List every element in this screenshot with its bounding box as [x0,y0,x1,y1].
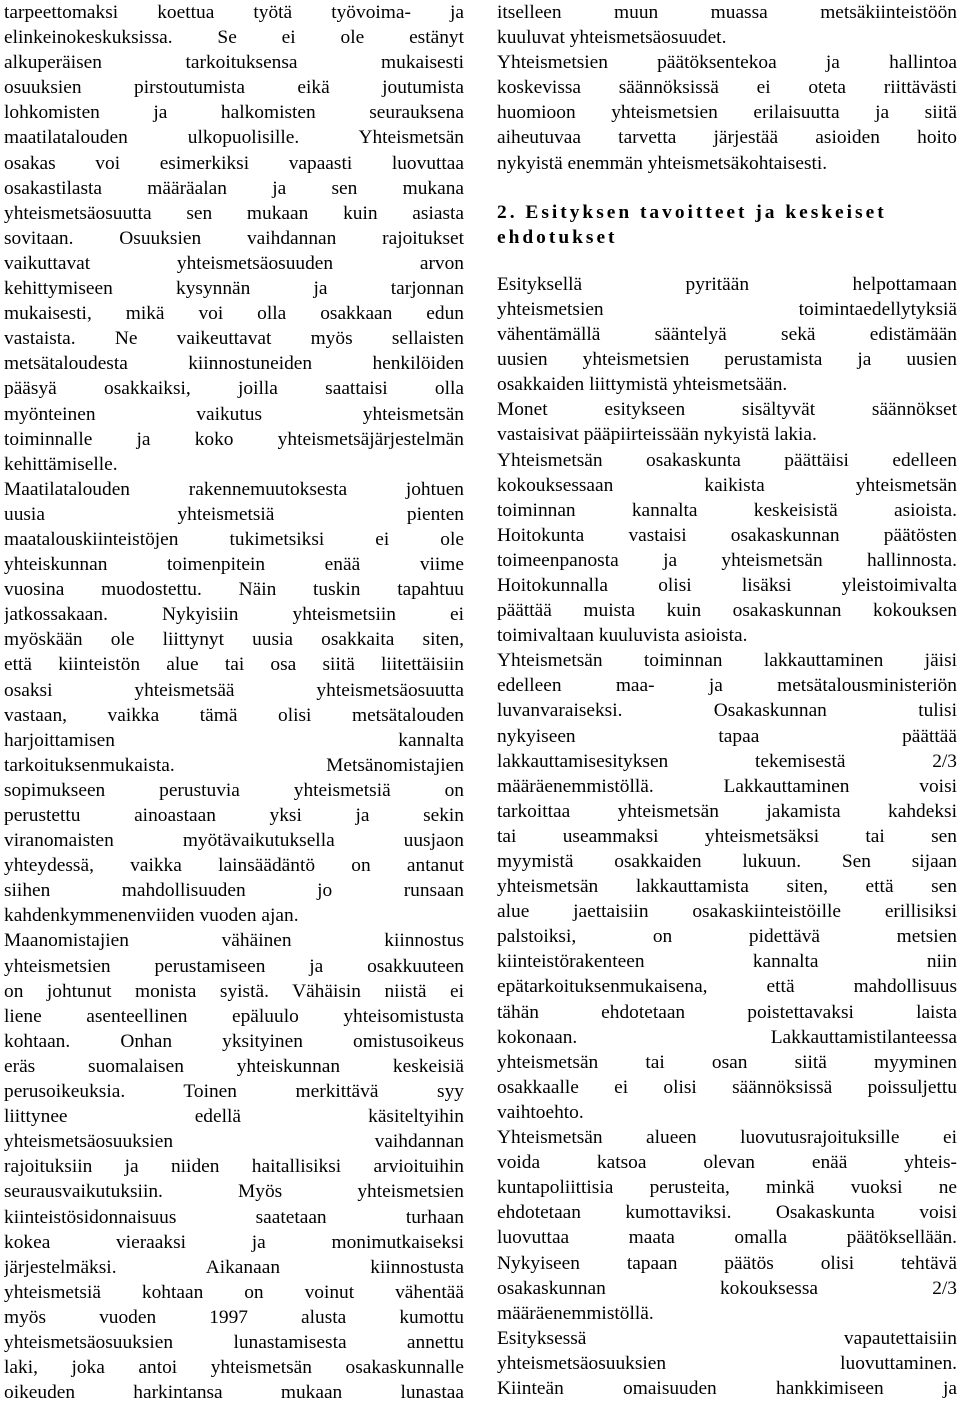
text-line: kuntapoliittisia perusteita, minkä vuoksi ne [497,1177,957,1199]
paragraph [497,448,957,649]
text-line: kehittymiseen kysynnän ja tarjonnan [4,278,464,300]
text-line: myös vuoden 1997 alusta kumottu [4,1306,464,1328]
text-line: nykyiseen tapaa päättää [497,725,957,747]
text-line: yhteismetsien toimintaedellytyksiä [497,298,957,320]
text-line: yhteismetsäosuuksien vaihdannan [4,1131,464,1153]
text-line: mukaisesti, mikä voi olla osakkaan edun [4,303,464,325]
paragraph [4,0,464,477]
text-line: yhteismetsien perustamiseen ja osakkuuteen [4,955,464,977]
text-line: rajoituksiin ja niiden haitallisiksi arvioituihin [4,1156,464,1178]
text-line: Yhteismetsän toiminnan lakkauttaminen jäisi [497,650,957,672]
text-line: yhteismetsäosuuksien lunastamisesta annettu [4,1331,464,1353]
paragraph [497,1326,957,1401]
text-line: että kiinteistön alue tai osa siitä liitettäisiin [4,654,464,676]
text-line: osakaskunnan kokouksessa 2/3 [497,1277,957,1299]
text-line: elinkeinokeskuksissa. Se ei ole estänyt [4,27,464,49]
text-line: Kiinteän omaisuuden hankkimiseen ja [497,1377,957,1399]
text-line: osakkaalle ei olisi säännöksissä poissuljettu [497,1076,957,1098]
text-line: myymistä osakkaiden lukuun. Sen sijaan [497,851,957,872]
text-line: tarkoituksenmukaista. Metsänomistajien [4,754,464,776]
text-line: kokonaan. Lakkauttamistilanteessa [497,1026,957,1048]
text-line: itselleen muun muassa metsäkiinteistöön [497,2,957,23]
text-line: sopimukseen perustuvia yhteismetsiä on [4,779,464,801]
text-line: osuuksien pirstoutumista eikä joutumista [4,77,464,99]
text-line: voida katsoa olevan enää yhteis- [497,1152,957,1174]
text-line: Esityksellä pyritään helpottamaan [497,273,957,295]
text-line: epätarkoituksenmukaisena, että mahdollisuus [497,976,957,998]
paragraph [497,50,957,175]
text-line: Nykyiseen tapaan päätös olisi tehtävä [497,1252,957,1274]
text-line: yhteismetsän lakkauttamista siten, että sen [497,876,957,898]
text-line: 2. Esityksen tavoitteet ja keskeiset [497,201,887,223]
text-line: tähän ehdotetaan poistettavaksi laista [497,1001,957,1023]
text-line: myönteinen vaikutus yhteismetsän [4,403,464,425]
text-line: vuosina muodostettu. Näin tuskin tapahtuu [4,579,464,601]
text-line: eräs suomalaisen yhteiskunnan keskeisiä [4,1055,464,1077]
text-line: ehdotukset [497,226,618,248]
text-line: ehdotetaan kumottaviksi. Osakaskunta voisi [497,1202,957,1224]
text-line: huomioon yhteismetsien erilaisuutta ja siitä [497,102,957,124]
text-line: vaikuttavat yhteismetsäosuuden arvon [4,252,464,274]
text-line: osakastilasta määräalan ja sen mukana [4,177,464,199]
paragraph [497,0,957,50]
text-line: toiminnan kannalta keskeisistä asioista. [497,499,957,521]
paragraph [4,928,464,1405]
text-line: kohtaan. Onhan yksityinen omistusoikeus [4,1030,464,1052]
text-line: järjestelmäksi. Aikanaan kiinnostusta [4,1256,464,1278]
text-line: vastaista. Ne vaikeuttavat myös sellaisten [4,328,464,350]
text-line: nykyistä enemmän yhteismetsäkohtaisesti. [497,152,828,174]
text-line: toiminnalle ja koko yhteismetsäjärjestelmän [4,428,464,450]
text-line: luovuttaa maata omalla päätöksellään. [497,1227,957,1249]
left-column [4,0,464,1405]
text-line: luvanvaraiseksi. Osakaskunnan tulisi [497,700,957,722]
text-line: vähentämällä sääntelyä sekä edistämään [497,324,957,346]
text-line: maatilatalouden ulkopuolisille. Yhteismetsän [4,127,464,149]
section-heading [497,200,957,250]
text-line: yhteydessä, vaikka lainsäädäntö on antanut [4,855,464,877]
paragraph [4,477,464,929]
text-line: kiinteistösidonnaisuus saatetaan turhaan [4,1206,464,1228]
text-line: sovitaan. Osuuksien vaihdannan rajoitukset [4,227,464,249]
text-line: osakas voi esimerkiksi vapaasti luovuttaa [4,152,464,174]
text-line: yhteismetsän tai osan siitä myyminen [497,1051,957,1073]
text-line: palstoiksi, on pidettävä metsien [497,926,957,948]
text-line: määräenemmistöllä. [497,1302,654,1324]
text-line: Hoitokunnalla olisi lisäksi yleistoimivalta [497,574,957,596]
text-line: tarpeettomaksi koettua työtä työvoima- ja [4,2,464,23]
text-line: vaihtoehto. [497,1101,584,1123]
text-line: tarkoittaa yhteismetsän jakamista kahdeksi [497,800,957,822]
text-line: Yhteismetsien päätöksentekoa ja hallintoa [497,52,957,74]
text-line: Yhteismetsän osakaskunta päättäisi edelleen [497,449,957,471]
text-line: siihen mahdollisuuden jo runsaan [4,880,464,902]
text-line: Maanomistajien vähäinen kiinnostus [4,930,464,952]
right-column [497,0,957,1401]
text-line: viranomaisten myötävaikutuksella uusjaon [4,830,464,852]
text-line: Hoitokunta vastaisi osakaskunnan päätösten [497,524,957,546]
text-line: on johtunut monista syistä. Vähäisin niistä ei [4,980,464,1002]
text-line: kiinteistörakenteen kannalta niin [497,951,957,973]
text-line: liittynee edellä käsiteltyihin [4,1106,464,1128]
text-line: perustettu ainoastaan yksi ja sekin [4,805,464,826]
text-line: oikeuden harkintansa mukaan lunastaa [4,1382,464,1404]
text-line: metsätaloudesta kiinnostuneiden henkilöiden [4,353,464,375]
text-line: lohkomisten ja halkomisten seurauksena [4,102,464,124]
text-line: osakkaiden liittymistä yhteismetsään. [497,374,788,396]
text-line: aiheutuvaa tarvetta järjestää asioiden hoito [497,127,957,149]
paragraph [497,397,957,447]
text-line: maatalouskiinteistöjen tukimetsiksi ei ole [4,528,464,550]
text-line: lakkauttamisesityksen tekemisestä 2/3 [497,750,957,772]
text-line: vastaan, vaikka tämä olisi metsätalouden [4,704,464,726]
text-line: yhteismetsäosuutta sen mukaan kuin asiasta [4,202,464,224]
text-line: koskevissa säännöksissä ei oteta riittävästi [497,77,957,99]
text-line: yhteismetsiä kohtaan on voinut vähentää [4,1281,464,1303]
text-line: jatkossakaan. Nykyisiin yhteismetsiin ei [4,604,464,626]
text-line: edelleen maa- ja metsätalousministeriön [497,675,957,697]
text-line: toimivaltaan kuuluvista asioista. [497,625,748,647]
text-line: liene asenteellinen epäluulo yhteisomistusta [4,1005,464,1027]
text-line: seurausvaikutuksiin. Myös yhteismetsien [4,1181,464,1203]
text-line: kokea vieraaksi ja monimutkaiseksi [4,1231,464,1253]
text-line: alue jaettaisiin osakaskiinteistöille erillisiksi [497,901,957,923]
text-line: Maatilatalouden rakennemuutoksesta johtuen [4,478,464,500]
text-line: kehittämiselle. [4,453,118,475]
text-line: toimeenpanosta ja yhteismetsän hallinnosta. [497,549,957,571]
text-line: päättää muista kuin osakaskunnan kokouksen [497,600,957,622]
text-line: kahdenkymmenenviiden vuoden ajan. [4,905,299,927]
text-line: tai useammaksi yhteismetsäksi tai sen [497,825,957,847]
text-line: alkuperäisen tarkoituksensa mukaisesti [4,52,464,74]
text-line: yhteismetsäosuuksien luovuttaminen. [497,1352,957,1374]
text-line: laki, joka antoi yhteismetsän osakaskunnalle [4,1357,464,1379]
paragraph [497,272,957,397]
text-line: osaksi yhteismetsää yhteismetsäosuutta [4,679,464,701]
text-line: uusia yhteismetsiä pienten [4,503,464,525]
text-line: harjoittamisen kannalta [4,729,464,751]
text-line: kokouksessaan kaikista yhteismetsän [497,474,957,496]
text-line: perusoikeuksia. Toinen merkittävä syy [4,1081,464,1103]
text-line: yhteiskunnan toimenpitein enää viime [4,554,464,576]
text-line: myöskään ole liittynyt uusia osakkaita siten, [4,629,464,651]
paragraph [497,1125,957,1326]
text-line: kuuluvat yhteismetsäosuudet. [497,27,727,49]
text-line: uusien yhteismetsien perustamista ja uusien [497,349,957,371]
text-line: Yhteismetsän alueen luovutusrajoituksille ei [497,1127,957,1149]
text-line: Monet esitykseen sisältyvät säännökset [497,399,957,421]
text-line: vastaisivat pääpiirteissään nykyistä lakia. [497,424,817,446]
text-line: Esityksessä vapautettaisiin [497,1327,957,1349]
paragraph [497,648,957,1125]
text-line: määräenemmistöllä. Lakkauttaminen voisi [497,775,957,797]
text-line: pääsyä osakkaiksi, joilla saattaisi olla [4,378,464,400]
